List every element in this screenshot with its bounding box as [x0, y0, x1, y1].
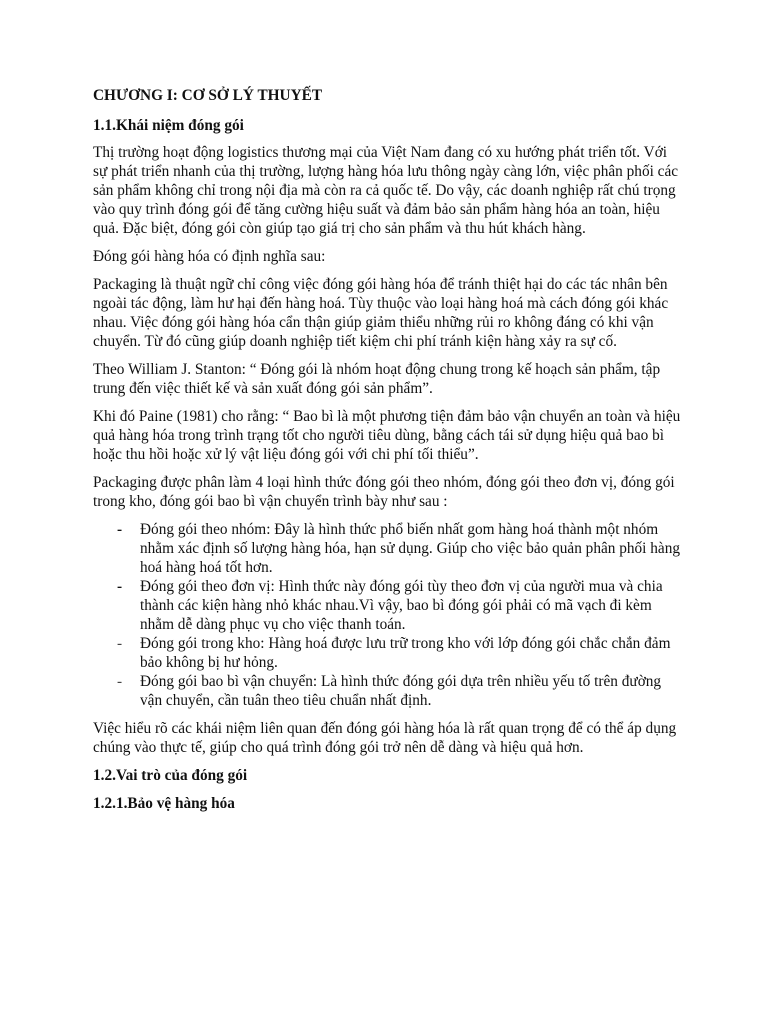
list-item-text: Đóng gói trong kho: Hàng hoá được lưu trữ trong kho với lớp đóng gói chắc chắn đảm bảo không bị hư hỏng. — [140, 635, 671, 671]
bullet-marker: - — [117, 578, 123, 595]
paragraph-intro: Thị trường hoạt động logistics thương mại của Việt Nam đang có xu hướng phát triển tốt. Với sự phát triển nhanh của thị trường, lượng hàng hóa lưu thông ngày càng lớn, việc phân phối các sản phẩm không chỉ trong nội địa mà còn ra cả quốc tế. Do vậy, các doanh nghiệp rất chú trọng vào quy trình đóng gói để tăng cường hiệu suất và đảm bảo sản phẩm hàng hóa an toàn, hiệu quả. Đặc biệt, đóng gói còn giúp tạo giá trị cho sản phẩm và thu hút khách hàng. — [93, 144, 679, 237]
list-item-text: Đóng gói theo nhóm: Đây là hình thức phổ biến nhất gom hàng hoá thành một nhóm nhằm xác định số lượng hàng hóa, hạn sử dụng. Giúp cho việc bảo quản phân phối hàng hoá hàng hoá tốt hơn. — [140, 521, 680, 576]
paragraph-paine-quote: Khi đó Paine (1981) cho rằng: “ Bao bì là một phương tiện đảm bảo vận chuyển an toàn và hiệu quả hàng hóa trong trình trạng tốt cho người tiêu dùng, bằng cách tái sử dụng hiệu quả bao bì hoặc thu hồi hoặc xử lý vật liệu đóng gói với chi phí tối thiểu”. — [93, 408, 681, 463]
bullet-marker: - — [117, 635, 123, 652]
paragraph-conclusion: Việc hiểu rõ các khái niệm liên quan đến đóng gói hàng hóa là rất quan trọng để có thể áp dụng chúng vào thực tế, giúp cho quá trình đóng gói trở nên dễ dàng và hiệu quả hơn. — [93, 720, 677, 756]
paragraph-packaging-definition: Packaging là thuật ngữ chỉ công việc đóng gói hàng hóa để tránh thiệt hại do các tác nhân bên ngoài tác động, làm hư hại đến hàng hoá. Tùy thuộc vào loại hàng hoá mà cách đóng gói khác nhau. Việc đóng gói hàng hóa cẩn thận giúp giảm thiểu những rủi ro không đáng có khi vận chuyển. Từ đó cũng giúp doanh nghiệp tiết kiệm chi phí tránh kiện hàng xảy ra sự cố. — [93, 276, 669, 350]
list-item-text: Đóng gói bao bì vận chuyển: Là hình thức đóng gói dựa trên nhiều yếu tố trên đường vận chuyển, cần tuân theo tiêu chuẩn nhất định. — [140, 673, 662, 709]
bullet-marker: - — [117, 673, 123, 690]
section-heading-1-2-1: 1.2.1.Bảo vệ hàng hóa — [93, 795, 235, 812]
list-item-text: Đóng gói theo đơn vị: Hình thức này đóng gói tùy theo đơn vị của người mua và chia thành các kiện hàng nhỏ khác nhau.Vì vậy, bao bì đóng gói phải có mã vạch đi kèm nhằm dễ dàng phục vụ cho việc thanh toán. — [140, 578, 663, 633]
section-heading-1-2: 1.2.Vai trò của đóng gói — [93, 767, 248, 784]
list-item — [93, 520, 683, 577]
chapter-title: CHƯƠNG I: CƠ SỞ LÝ THUYẾT — [93, 87, 323, 104]
document-page — [93, 86, 683, 813]
list-item — [93, 672, 683, 710]
paragraph-packaging-types: Packaging được phân làm 4 loại hình thức đóng gói theo nhóm, đóng gói theo đơn vị, đóng gói trong kho, đóng gói bao bì vận chuyển trình bày như sau : — [93, 474, 675, 510]
list-item — [93, 634, 683, 672]
paragraph-definition-lead: Đóng gói hàng hóa có định nghĩa sau: — [93, 248, 326, 265]
section-heading-1-1: 1.1.Khái niệm đóng gói — [93, 117, 244, 134]
paragraph-stanton-quote: Theo William J. Stanton: “ Đóng gói là nhóm hoạt động chung trong kế hoạch sản phẩm, tập trung đến việc thiết kế và sản xuất đóng gói sản phẩm”. — [93, 361, 661, 397]
list-item — [93, 577, 683, 634]
bullet-marker: - — [117, 521, 123, 538]
packaging-types-list — [93, 520, 683, 710]
